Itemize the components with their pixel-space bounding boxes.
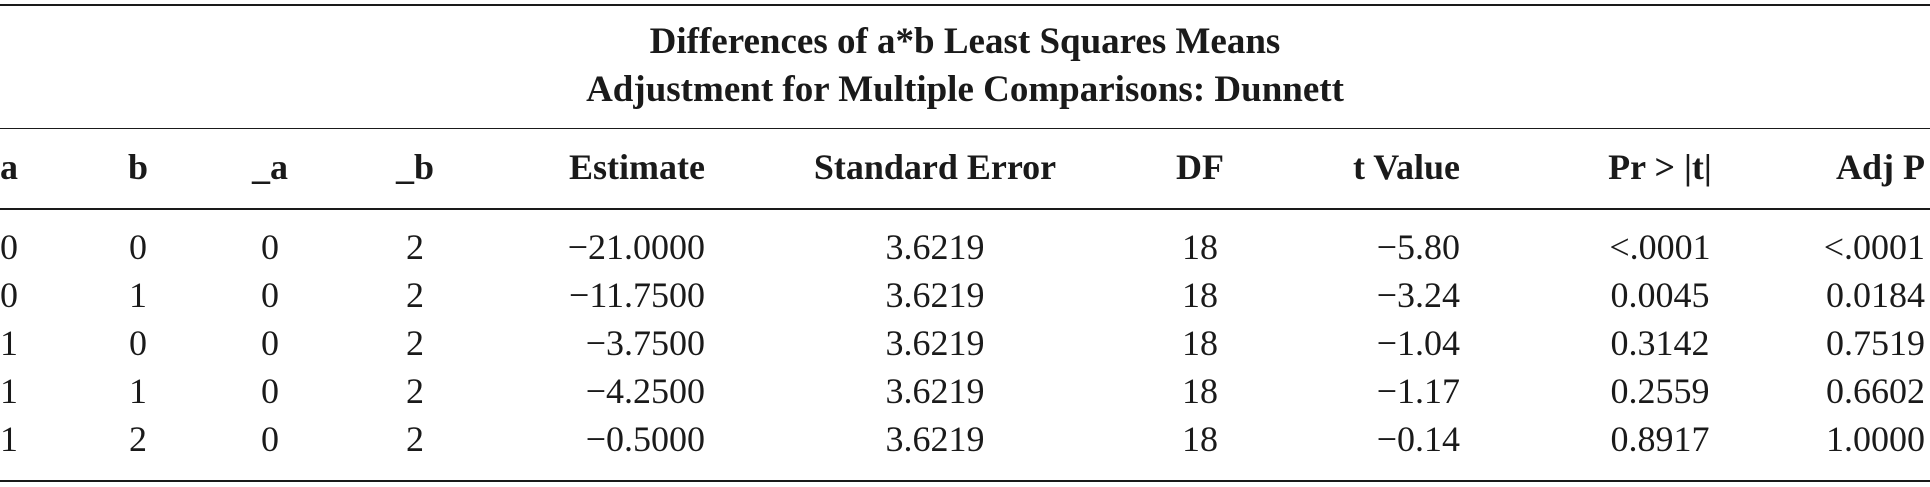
cell-standard-error: 3.6219 (885, 371, 985, 411)
column-header-_a: _a (252, 147, 288, 187)
table-top-rule (0, 4, 1930, 6)
cell-t-value: −1.17 (1376, 371, 1460, 411)
cell-b: 2 (129, 419, 147, 459)
cell-_a: 0 (261, 227, 279, 267)
cell-a: 1 (0, 323, 18, 363)
cell-standard-error: 3.6219 (885, 275, 985, 315)
cell-adj-p: 1.0000 (1826, 419, 1925, 459)
cell-pr-t: 0.2559 (1610, 371, 1710, 411)
cell-pr-t: 0.3142 (1610, 323, 1710, 363)
cell-standard-error: 3.6219 (885, 419, 985, 459)
cell-standard-error: 3.6219 (885, 227, 985, 267)
cell-estimate: −21.0000 (567, 227, 705, 267)
column-header-adj-p: Adj P (1836, 147, 1925, 187)
cell-b: 1 (129, 371, 147, 411)
column-header-standard-error: Standard Error (813, 147, 1057, 187)
title-separator-rule (0, 128, 1930, 129)
cell-df: 18 (1182, 323, 1218, 363)
cell-a: 1 (0, 419, 18, 459)
cell-a: 0 (0, 227, 18, 267)
cell-_b: 2 (406, 227, 424, 267)
cell-b: 1 (129, 275, 147, 315)
cell-_b: 2 (406, 419, 424, 459)
table-title: Differences of a*b Least Squares Means (649, 21, 1281, 62)
cell-pr-t: 0.0045 (1610, 275, 1710, 315)
cell-_a: 0 (261, 419, 279, 459)
column-header-a: a (0, 147, 18, 187)
cell-b: 0 (129, 323, 147, 363)
cell-t-value: −3.24 (1376, 275, 1460, 315)
cell-pr-t: 0.8917 (1610, 419, 1710, 459)
cell-_a: 0 (261, 323, 279, 363)
table-bottom-rule (0, 480, 1930, 482)
cell-estimate: −3.7500 (585, 323, 705, 363)
cell-a: 0 (0, 275, 18, 315)
cell-pr-t: <.0001 (1609, 227, 1711, 267)
cell-_b: 2 (406, 323, 424, 363)
cell-df: 18 (1182, 275, 1218, 315)
cell-df: 18 (1182, 371, 1218, 411)
cell-t-value: −1.04 (1376, 323, 1460, 363)
cell-adj-p: 0.6602 (1826, 371, 1925, 411)
cell-estimate: −11.7500 (569, 275, 705, 315)
column-header-_b: _b (395, 147, 435, 187)
column-header-df: DF (1176, 147, 1224, 187)
cell-t-value: −0.14 (1376, 419, 1460, 459)
cell-_b: 2 (406, 275, 424, 315)
cell-estimate: −0.5000 (585, 419, 705, 459)
column-header-b: b (127, 147, 149, 187)
cell-b: 0 (129, 227, 147, 267)
cell-adj-p: 0.0184 (1826, 275, 1925, 315)
cell-_a: 0 (261, 275, 279, 315)
cell-a: 1 (0, 371, 18, 411)
column-header-t-value: t Value (1352, 147, 1460, 187)
cell-estimate: −4.2500 (585, 371, 705, 411)
cell-_a: 0 (261, 371, 279, 411)
cell-df: 18 (1182, 227, 1218, 267)
cell-df: 18 (1182, 419, 1218, 459)
cell-adj-p: 0.7519 (1826, 323, 1925, 363)
cell-standard-error: 3.6219 (885, 323, 985, 363)
cell-_b: 2 (406, 371, 424, 411)
cell-t-value: −5.80 (1376, 227, 1460, 267)
column-header-pr-t: Pr > |t| (1608, 147, 1712, 187)
header-separator-rule (0, 208, 1930, 210)
column-header-estimate: Estimate (569, 147, 705, 187)
table-subtitle: Adjustment for Multiple Comparisons: Dunnett (586, 69, 1344, 110)
cell-adj-p: <.0001 (1823, 227, 1925, 267)
